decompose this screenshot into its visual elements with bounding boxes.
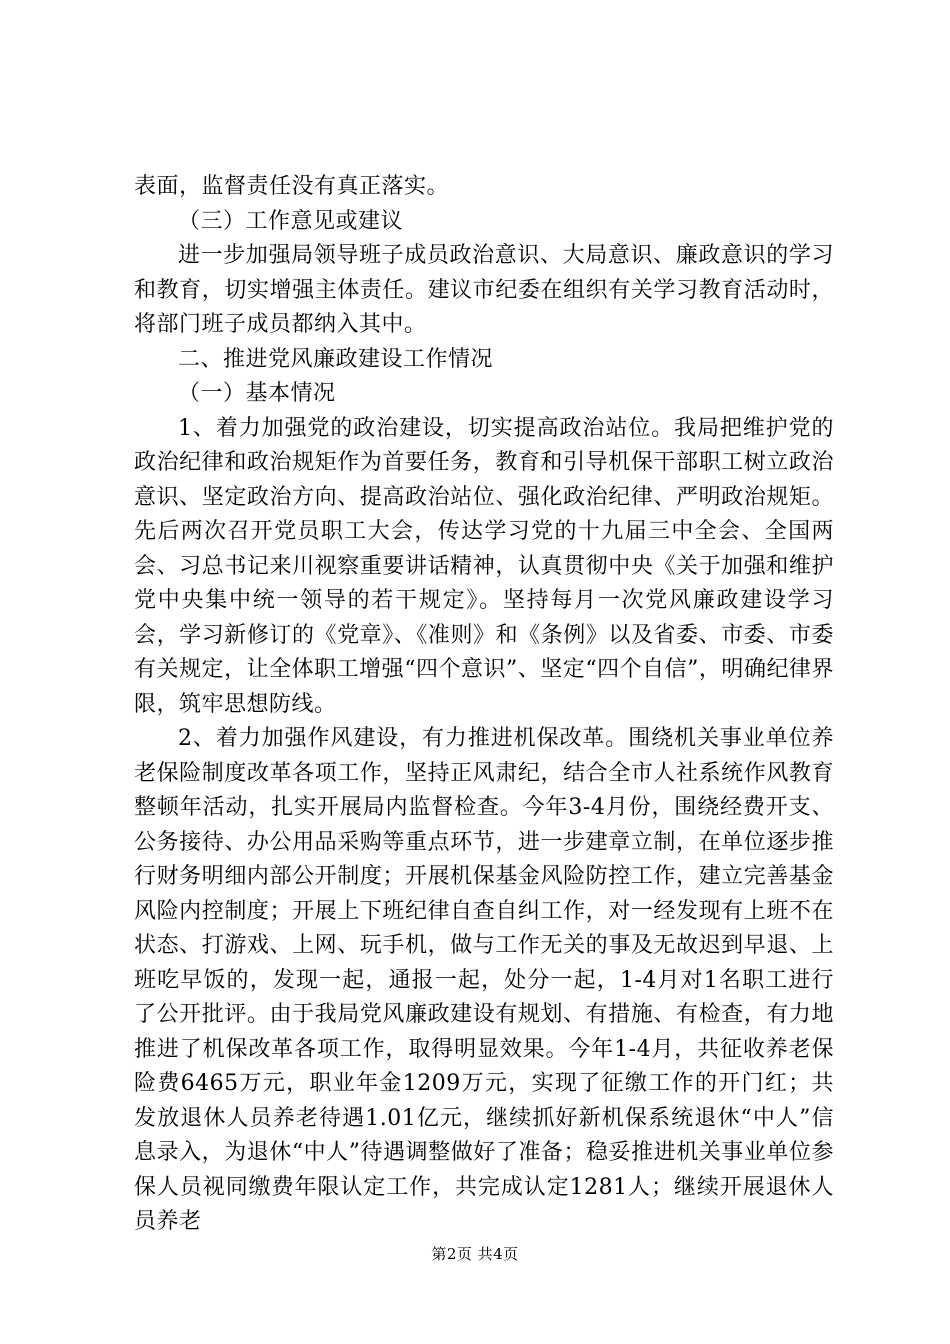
section-heading-basic-situation: （一）基本情况 — [178, 381, 336, 406]
paragraph-continuation: 表面，监督责任没有真正落实。 — [134, 174, 450, 199]
document-body — [134, 170, 834, 1240]
paragraph-suggestions: 进一步加强局领导班子成员政治意识、大局意识、廉政意识的学习和教育，切实增强主体责任。建议市纪委在组织有关学习教育活动时，将部门班子成员都纳入其中。 — [134, 243, 834, 337]
paragraph-political-construction: 1、着力加强党的政治建设，切实提高政治站位。我局把维护党的政治纪律和政治规矩作为首要任务，教育和引导机保干部职工树立政治意识、坚定政治方向、提高政治站位、强化政治纪律、严明政治规矩。先后两次召开党员职工大会，传达学习党的十九届三中全会、全国两会、习总书记来川视察重要讲话精神，认真贯彻中央《关于加强和维护党中央集中统一领导的若干规定》。坚持每月一次党风廉政建设学习会，学习新修订的《党章》、《准则》和《条例》以及省委、市委、市委有关规定，让全体职工增强“四个意识”、坚定“四个自信”，明确纪律界限，筑牢思想防线。 — [134, 415, 834, 717]
section-heading-work-suggestions: （三）工作意见或建议 — [178, 208, 404, 234]
paragraph-work-style: 2、着力加强作风建设，有力推进机保改革。围绕机关事业单位养老保险制度改革各项工作，坚持正风肃纪，结合全市人社系统作风教育整顿年活动，扎实开展局内监督检查。今年3-4月份，围绕经费开支、公务接待、办公用品采购等重点环节，进一步建章立制，在单位逐步推行财务明细内部公开制度；开展机保基金风险防控工作，建立完善基金风险内控制度；开展上下班纪律自查自纠工作，对一经发现有上班不在状态、打游戏、上网、玩手机，做与工作无关的事及无故迟到早退、上班吃早饭的，发现一起，通报一起，处分一起，1-4月对1名职工进行了公开批评。由于我局党风廉政建设有规划、有措施、有检查，有力地推进了机保改革各项工作，取得明显效果。今年1-4月，共征收养老保险费6465万元，职业年金1209万元，实现了征缴工作的开门红；共发放退休人员养老待遇1.01亿元，继续抓好新机保系统退休“中人”信息录入，为退休“中人”待遇调整做好了准备；稳妥推进机关事业单位参保人员视同缴费年限认定工作，共完成认定1281人；继续开展退休人员养老 — [134, 726, 834, 1234]
page-footer: 第2页 共4页 — [431, 1245, 519, 1263]
section-heading-party-conduct: 二、推进党风廉政建设工作情况 — [178, 346, 494, 372]
